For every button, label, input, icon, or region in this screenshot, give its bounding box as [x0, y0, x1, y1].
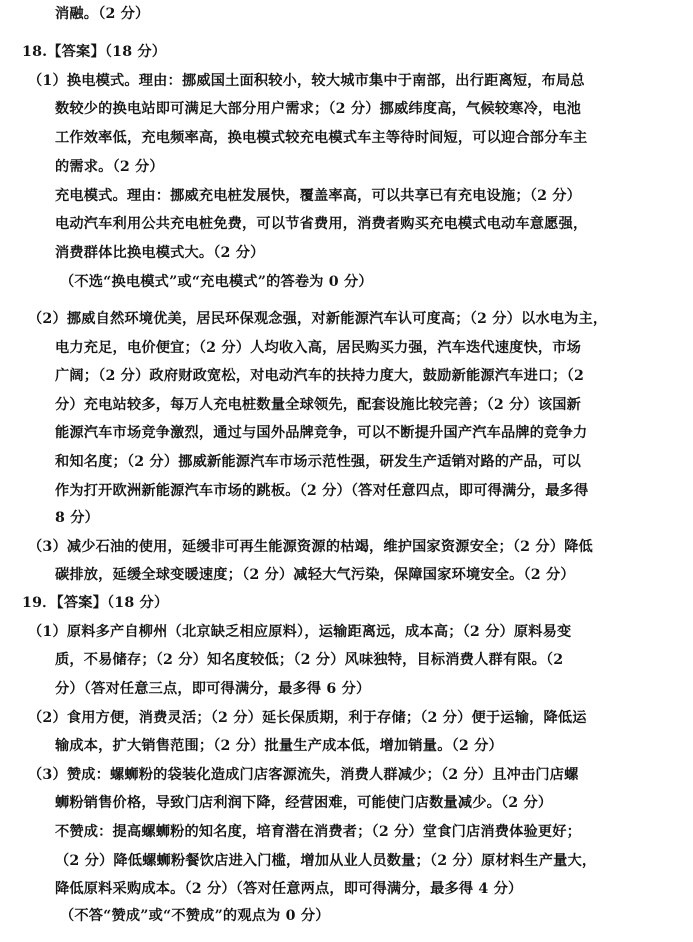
text-line: （1）换电模式。理由：挪威国土面积较小，较大城市集中于南部，出行距离短，布局总: [28, 73, 585, 89]
text-line: 的需求。（2 分）: [55, 159, 164, 175]
text-line: 作为打开欧洲新能源汽车市场的跳板。（2 分）（答对任意四点，即可得满分，最多得: [55, 483, 589, 499]
text-line: 电动汽车利用公共充电桩免费，可以节省费用，消费者购买充电模式电动车意愿强，: [55, 216, 588, 232]
text-line: 分）充电站较多，每万人充电桩数量全球领先，配套设施比较完善；（2 分）该国新: [55, 397, 582, 413]
text-line: 不赞成：提高螺蛳粉的知名度，培育潜在消费者；（2 分）堂食门店消费体验更好；: [55, 824, 582, 840]
text-line: （2）食用方便，消费灵活；（2 分）延长保质期，利于存储；（2 分）便于运输，降低运: [28, 710, 587, 726]
text-line: 充电模式。理由：挪威充电桩发展快，覆盖率高，可以共享已有充电设施；（2 分）: [55, 188, 582, 204]
text-line: 数较少的换电站即可满足大部分用户需求；（2 分）挪威纬度高，气候较寒冷，电池: [55, 101, 582, 117]
text-line: 消融。（2 分）: [55, 6, 150, 22]
text-line: 输成本，扩大销售范围；（2 分）批量生产成本低，增加销量。（2 分）: [55, 738, 503, 754]
text-line: 8 分）: [55, 510, 99, 526]
text-line: 电力充足，电价便宜；（2 分）人均收入高，居民购买力强，汽车迭代速度快，市场: [55, 340, 582, 356]
note-line: （不答“赞成”或“不赞成”的观点为 0 分）: [60, 908, 330, 924]
text-line: （1）原料多产自柳州（北京缺乏相应原料），运输距离远，成本高；（2 分）原料易变: [28, 624, 572, 640]
text-line: （2）挪威自然环境优美，居民环保观念强，对新能源汽车认可度高；（2 分）以水电为主，: [28, 311, 608, 327]
text-line: 消费群体比换电模式大。（2 分）: [55, 245, 265, 261]
text-line: 蛳粉销售价格，导致门店利润下降，经营困难，可能使门店数量减少。（2 分）: [55, 795, 553, 811]
question-heading: 18.【答案】（18 分）: [22, 44, 167, 60]
note-line: （不选“换电模式”或“充电模式”的答卷为 0 分）: [60, 274, 373, 290]
question-heading: 19．【答案】（18 分）: [22, 595, 169, 611]
text-line: （3）赞成：螺蛳粉的袋装化造成门店客源流失，消费人群减少；（2 分）且冲击门店螺: [28, 767, 579, 783]
text-line: （2 分）降低螺蛳粉餐饮店进入门槛，增加从业人员数量；（2 分）原材料生产量大，: [55, 853, 597, 869]
text-line: 和知名度；（2 分）挪威新能源汽车市场示范性强，研发生产适销对路的产品，可以: [55, 454, 582, 470]
text-line: 能源汽车市场竞争激烈，通过与国外品牌竞争，可以不断提升国产汽车品牌的竞争力: [55, 425, 588, 441]
text-line: 工作效率低，充电频率高，换电模式较充电模式车主等待时间短，可以迎合部分车主: [55, 130, 588, 146]
text-line: 质，不易储存；（2 分）知名度较低；（2 分）风味独特，目标消费人群有限。（2: [55, 652, 564, 668]
text-line: 分）（答对任意三点，即可得满分，最多得 6 分）: [55, 681, 371, 697]
text-line: （3）减少石油的使用，延缓非可再生能源资源的枯竭，维护国家资源安全；（2 分）降低: [28, 539, 593, 555]
text-line: 广阔；（2 分）政府财政宽松，对电动汽车的扶持力度大，鼓励新能源汽车进口；（2: [55, 368, 585, 384]
text-line: 碳排放，延缓全球变暖速度；（2 分）减轻大气污染，保障国家环境安全。（2 分）: [55, 567, 575, 583]
text-line: 降低原料采购成本。（2 分）（答对任意两点，即可得满分，最多得 4 分）: [55, 881, 523, 897]
